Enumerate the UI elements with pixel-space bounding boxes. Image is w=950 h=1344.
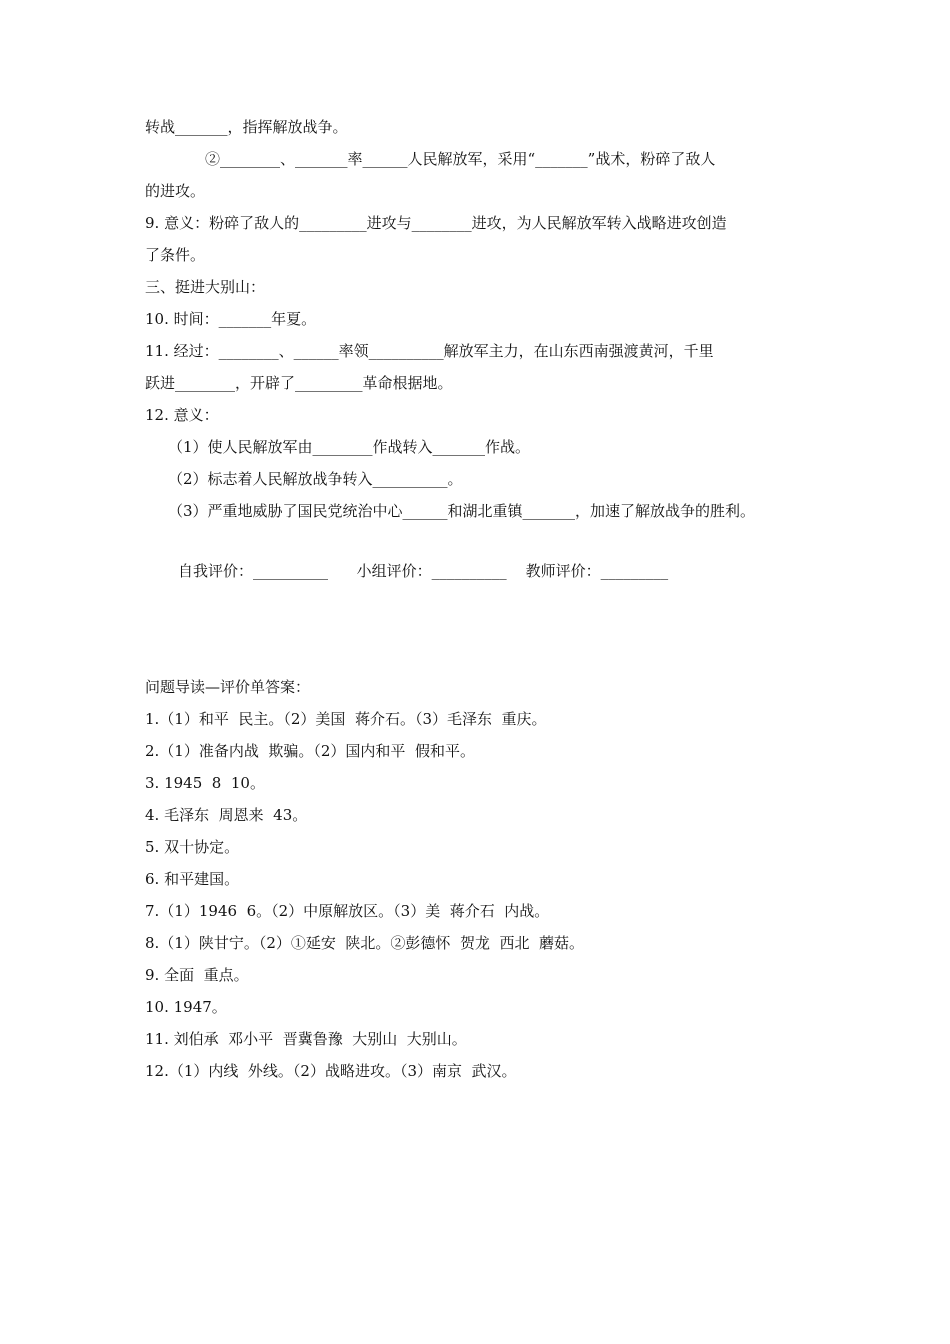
answer-line: 10. 1947。 <box>145 998 227 1016</box>
section-heading: 三、挺进大别山： <box>145 278 266 296</box>
answer-line: 9. 全面 重点。 <box>145 966 249 984</box>
answer-line: 2.（1）准备内战 欺骗。（2）国内和平 假和平。 <box>145 742 475 760</box>
worksheet-line: 9. 意义：粉碎了敌人的_________进攻与________进攻，为人民解放军转入战略进攻创造 <box>145 214 727 232</box>
worksheet-line: （3）严重地威胁了国民党统治中心______和湖北重镇_______，加速了解放战争的胜利。 <box>168 502 756 520</box>
worksheet-line: 了条件。 <box>145 246 206 264</box>
answer-line: 11. 刘伯承 邓小平 晋冀鲁豫 大别山 大别山。 <box>145 1030 467 1048</box>
worksheet-line: 转战_______，指挥解放战争。 <box>145 118 348 136</box>
answer-line: 8.（1）陕甘宁。（2）①延安 陕北。②彭德怀 贺龙 西北 蘑菇。 <box>145 934 585 952</box>
worksheet-line: 10. 时间：_______年夏。 <box>145 310 317 328</box>
worksheet-line: （2）标志着人民解放战争转入__________。 <box>168 470 463 488</box>
answers-title: 问题导读—评价单答案： <box>145 678 311 696</box>
worksheet-line: 11. 经过：________、______率领__________解放军主力，在山东西南强渡黄河，千里 <box>145 342 714 360</box>
worksheet-line: 跃进________，开辟了_________革命根据地。 <box>145 374 453 392</box>
evaluation-line: 自我评价：__________ 小组评价：__________ 教师评价：_________ <box>178 562 669 580</box>
answer-line: 4. 毛泽东 周恩来 43。 <box>145 806 308 824</box>
answer-line: 12.（1）内线 外线。（2）战略进攻。（3）南京 武汉。 <box>145 1062 517 1080</box>
worksheet-line: ②________、_______率______人民解放军，采用“_______”战术，粉碎了敌人 <box>205 150 716 168</box>
answer-line: 1.（1）和平 民主。（2）美国 蒋介石。（3）毛泽东 重庆。 <box>145 710 547 728</box>
answer-line: 3. 1945 8 10。 <box>145 774 265 792</box>
worksheet-line: 的进攻。 <box>145 182 206 200</box>
worksheet-line: 12. 意义： <box>145 406 219 424</box>
worksheet-line: （1）使人民解放军由________作战转入_______作战。 <box>168 438 531 456</box>
answer-line: 7.（1）1946 6。（2）中原解放区。（3）美 蒋介石 内战。 <box>145 902 550 920</box>
answer-line: 5. 双十协定。 <box>145 838 240 856</box>
answer-line: 6. 和平建国。 <box>145 870 240 888</box>
